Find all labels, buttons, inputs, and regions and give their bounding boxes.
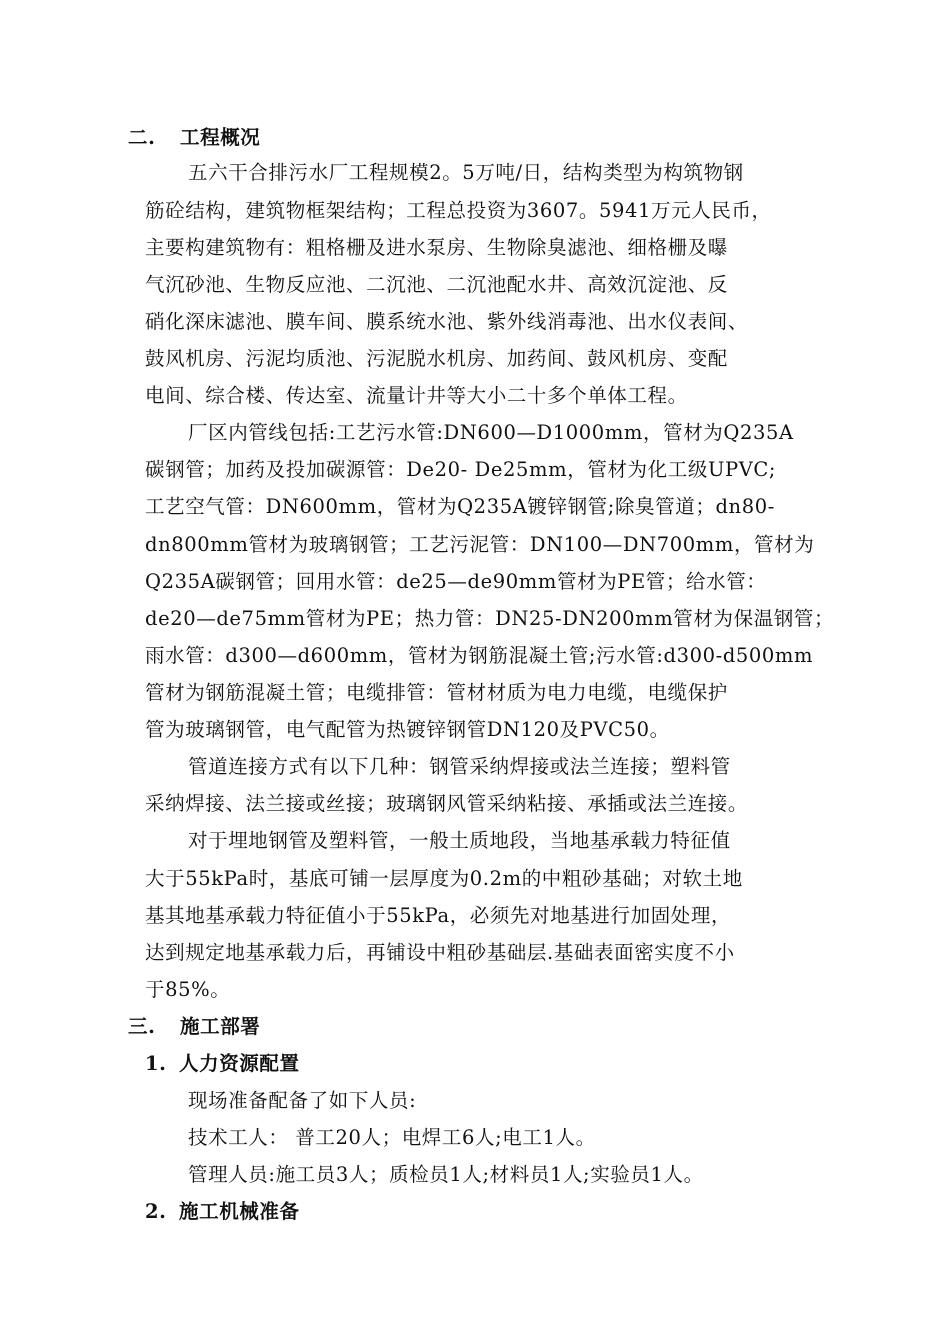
- paragraph-line: 五六干合排污水厂工程规模2。5万吨/日，结构类型为构筑物钢: [188, 161, 744, 184]
- paragraph-line: 采纳焊接、法兰接或丝接；玻璃钢风管采纳粘接、承插或法兰连接。: [145, 792, 749, 815]
- paragraph-line: 雨水管：d300—d600mm，管材为钢筋混凝土管;污水管:d300-d500mm: [145, 644, 814, 667]
- paragraph-line: 硝化深床滤池、膜车间、膜系统水池、紫外线消毒池、出水仪表间、: [145, 310, 749, 333]
- paragraph-line: 气沉砂池、生物反应池、二沉池、二沉池配水井、高效沉淀池、反: [145, 273, 728, 296]
- subsection-title: 人力资源配置: [179, 1052, 300, 1075]
- paragraph-line: 主要构建筑物有：粗格栅及进水泵房、生物除臭滤池、细格栅及曝: [145, 236, 728, 259]
- paragraph-line: de20—de75mm管材为PE；热力管：DN25-DN200mm管材为保温钢管；: [145, 607, 835, 630]
- paragraph-line: 管为玻璃钢管，电气配管为热镀锌钢管DN120及PVC50。: [145, 718, 670, 741]
- paragraph-line: 管材为钢筋混凝土管；电缆排管：管材材质为电力电缆，电缆保护: [145, 681, 728, 704]
- paragraph-line: 鼓风机房、污泥均质池、污泥脱水机房、加药间、鼓风机房、变配: [145, 347, 728, 370]
- paragraph-line: 厂区内管线包括:工艺污水管:DN600—D1000mm，管材为Q235A: [188, 421, 794, 444]
- subsection-heading-hr: [145, 1051, 825, 1077]
- paragraph-line: dn800mm管材为玻璃钢管；工艺污泥管：DN100—DN700mm，管材为: [145, 533, 815, 556]
- paragraph-line: 技术工人： 普工20人；电焊工6人;电工1人。: [188, 1126, 596, 1149]
- paragraph-line: 大于55kPa时，基底可铺一层厚度为0.2m的中粗砂基础；对软土地: [145, 867, 743, 890]
- paragraph-line: 管理人员:施工员3人；质检员1人;材料员1人;实验员1人。: [188, 1163, 704, 1186]
- section-heading-overview: [128, 125, 808, 151]
- paragraph-line: 现场准备配备了如下人员:: [188, 1089, 417, 1112]
- section-heading-deployment: [128, 1014, 808, 1040]
- paragraph-line: 于85%。: [145, 978, 231, 1001]
- paragraph-line: 对于埋地钢管及塑料管，一般土质地段，当地基承载力特征值: [188, 829, 731, 852]
- paragraph-line: 管道连接方式有以下几种：钢管采纳焊接或法兰连接；塑料管: [188, 755, 731, 778]
- section-title: 工程概况: [180, 126, 261, 149]
- paragraph-line: 电间、综合楼、传达室、流量计井等大小二十多个单体工程。: [145, 384, 688, 407]
- paragraph-line: 达到规定地基承载力后，再铺设中粗砂基础层.基础表面密实度不小: [145, 941, 735, 964]
- section-title: 施工部署: [180, 1015, 261, 1038]
- paragraph-line: 碳钢管；加药及投加碳源管：De20- De25mm，管材为化工级UPVC;: [145, 458, 777, 481]
- section-number: 二.: [128, 126, 156, 149]
- subsection-heading-machinery: [145, 1199, 825, 1225]
- section-number: 三.: [128, 1015, 156, 1038]
- paragraph-line: Q235A碳钢管；回用水管：de25—de90mm管材为PE管；给水管：: [145, 570, 767, 593]
- subsection-number: 2.: [145, 1200, 167, 1223]
- paragraph-line: 筋砼结构，建筑物框架结构；工程总投资为3607。5941万元人民币，: [145, 199, 772, 222]
- subsection-title: 施工机械准备: [179, 1200, 300, 1223]
- paragraph-line: 工艺空气管：DN600mm，管材为Q235A镀锌钢管;除臭管道；dn80-: [145, 495, 775, 518]
- subsection-number: 1.: [145, 1052, 167, 1075]
- paragraph-line: 基其地基承载力特征值小于55kPa，必须先对地基进行加固处理，: [145, 904, 732, 927]
